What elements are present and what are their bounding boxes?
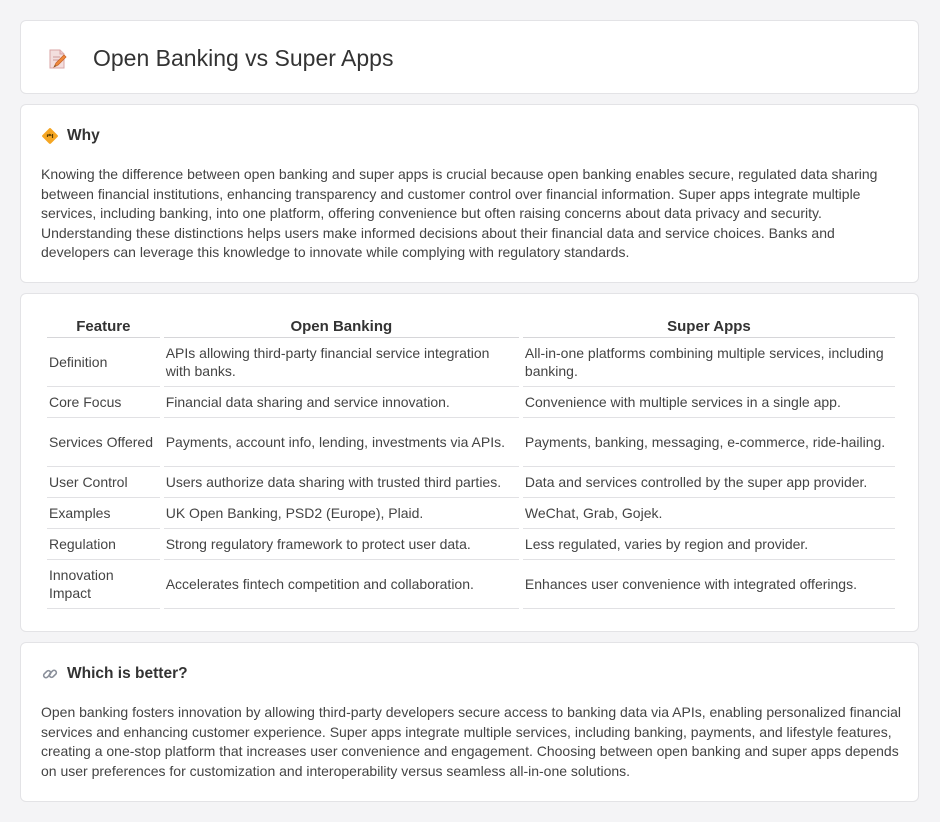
super-apps-cell: Payments, banking, messaging, e-commerce, ride-hailing. xyxy=(523,418,895,467)
table-header-row xyxy=(47,314,895,338)
table-row xyxy=(47,467,895,498)
feature-cell: Examples xyxy=(47,498,160,529)
open-banking-cell: Payments, account info, lending, investments via APIs. xyxy=(164,418,519,467)
table-row xyxy=(47,338,895,387)
why-heading: Why xyxy=(67,127,100,144)
column-header-super-apps: Super Apps xyxy=(523,314,895,338)
header-card xyxy=(20,20,919,94)
super-apps-cell: Enhances user convenience with integrated offerings. xyxy=(523,560,895,609)
column-header-feature: Feature xyxy=(47,314,160,338)
comparison-table xyxy=(43,314,899,609)
table-row xyxy=(47,498,895,529)
open-banking-cell: UK Open Banking, PSD2 (Europe), Plaid. xyxy=(164,498,519,529)
why-section xyxy=(20,104,919,283)
feature-cell: Definition xyxy=(47,338,160,387)
comparison-section xyxy=(20,293,919,632)
super-apps-cell: Less regulated, varies by region and provider. xyxy=(523,529,895,560)
open-banking-cell: Strong regulatory framework to protect user data. xyxy=(164,529,519,560)
link-icon xyxy=(41,665,59,683)
table-row xyxy=(47,560,895,609)
feature-cell: User Control xyxy=(47,467,160,498)
feature-cell: Services Offered xyxy=(47,418,160,467)
table-row xyxy=(47,418,895,467)
table-row xyxy=(47,529,895,560)
open-banking-cell: Accelerates fintech competition and collaboration. xyxy=(164,560,519,609)
better-heading: Which is better? xyxy=(67,665,188,682)
which-is-better-section xyxy=(20,642,919,802)
why-heading-row xyxy=(41,127,100,145)
signpost-icon xyxy=(41,127,59,145)
super-apps-cell: Data and services controlled by the super app provider. xyxy=(523,467,895,498)
feature-cell: Innovation Impact xyxy=(47,560,160,609)
better-heading-row xyxy=(41,665,188,683)
super-apps-cell: WeChat, Grab, Gojek. xyxy=(523,498,895,529)
table-row xyxy=(47,387,895,418)
page-title: Open Banking vs Super Apps xyxy=(93,45,394,71)
open-banking-cell: Financial data sharing and service innovation. xyxy=(164,387,519,418)
column-header-open-banking: Open Banking xyxy=(164,314,519,338)
open-banking-cell: Users authorize data sharing with trusted third parties. xyxy=(164,467,519,498)
super-apps-cell: Convenience with multiple services in a single app. xyxy=(523,387,895,418)
why-paragraph: Knowing the difference between open banking and super apps is crucial because open banking enables secure, regulated data sharing between financial institutions, enhancing transparency and customer control over financial information. Super apps integrate multiple services, including banking, into one platform, offering convenience but often raising concerns about data privacy and security. Understanding these distinctions helps users make informed decisions about their financial data and service choices. Banks and developers can leverage this knowledge to innovate while complying with regulatory standards. xyxy=(41,166,878,261)
better-paragraph: Open banking fosters innovation by allowing third-party developers secure access to banking data via APIs, enabling personalized financial services and enhancing customer experience. Super apps integrate multiple services, including banking, payments, and lifestyle features, creating a one-stop platform that increases user convenience and engagement. Choosing between open banking and super apps depends on user preferences for customization and interoperability versus seamless all-in-one solutions. xyxy=(41,704,901,779)
feature-cell: Core Focus xyxy=(47,387,160,418)
document-edit-icon xyxy=(45,47,69,71)
feature-cell: Regulation xyxy=(47,529,160,560)
super-apps-cell: All-in-one platforms combining multiple services, including banking. xyxy=(523,338,895,387)
open-banking-cell: APIs allowing third-party financial service integration with banks. xyxy=(164,338,519,387)
